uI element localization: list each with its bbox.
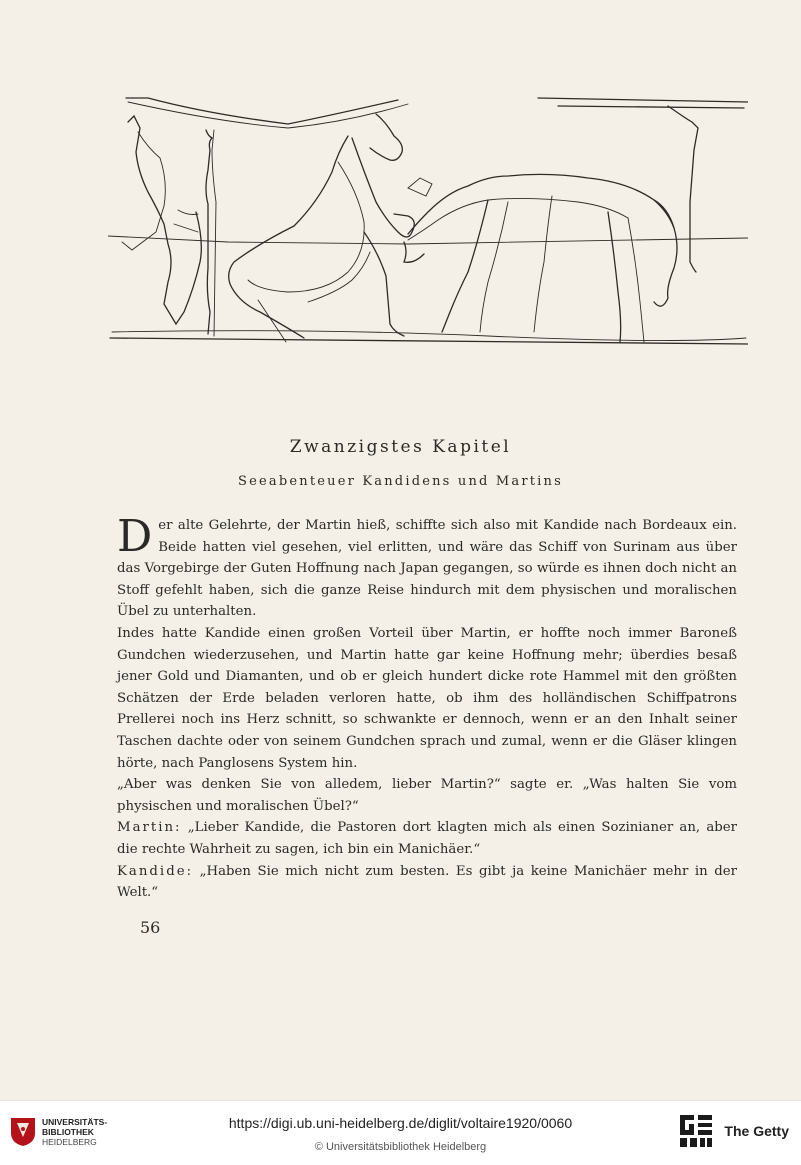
ink-illustration [108,92,748,392]
dialogue-text: „Lieber Kandide, die Pastoren dort klagten mich als einen Sozinianer an, aber die rechte Wahrheit zu sagen, ich bin ein Manichäer.“ [117,820,737,857]
paragraph: Indes hatte Kandide einen großen Vorteil über Martin, er hoffte noch immer Baroneß Gundchen wiederzusehen, und Martin hatte gar keine Hoffnung mehr; überdies besaß jener Gold und Diamanten, und ob er gleich hundert dicke rote Hammel mit den größten Schätzen der Erde beladen verloren hatte, ob ihm des holländischen Schiffpatrons Prellerei noch ins Herz schnitt, so schwankte er dennoch, wenn er an den Inhalt seiner Taschen dachte oder von seinem Gundchen sprach und zumal, wenn er die Gläser klingen hörte, nach Panglosens System hin. [117,625,737,771]
library-name-line: BIBLIOTHEK [42,1127,94,1137]
chapter-subtitle: Seeabenteuer Kandidens und Martins [238,474,563,489]
getty-mark-icon [678,1113,714,1149]
page-number: 56 [140,918,161,937]
dialogue-text: „Haben Sie mich nicht zum besten. Es gibt ja keine Manichäer mehr in der Welt.“ [117,863,737,901]
chapter-text [117,511,737,904]
source-url-link[interactable]: https://digi.ub.uni-heidelberg.de/diglit/voltaire1920/0060 [228,1115,573,1131]
getty-name: The Getty [724,1123,789,1139]
dialogue-line [117,861,737,904]
drop-cap: D [117,511,153,562]
dialogue-line [117,817,737,860]
footer-bar [0,1100,801,1165]
library-name-line: HEIDELBERG [42,1137,97,1147]
library-name-line: UNIVERSITÄTS- [42,1117,108,1127]
paragraph [117,511,737,623]
speaker-name: Martin: [117,820,182,836]
speaker-name: Kandide: [117,863,194,879]
copyright-text: © Universitätsbibliothek Heidelberg [314,1141,487,1153]
chapter-title: Zwanzigstes Kapitel [289,437,512,457]
getty-logo[interactable] [678,1113,789,1149]
paragraph: „Aber was denken Sie von alledem, lieber Martin?“ sagte er. „Was halten Sie vom physischen und moralischen Übel?“ [117,777,737,814]
paragraph-text: er alte Gelehrte, der Martin hieß, schiffte sich also mit Kandide nach Bordeaux ein. Beide hatten viel gesehen, viel erlitten, und wäre das Schiff von Surinam aus über das Vorgebirge der Guten Hoffnung nach Japan gegangen, so würde es ihnen doch nicht an Stoff gefehlt haben, sich die ganze Reise hindurch mit dem physischen und moralischen Übel zu unterhalten. [117,518,737,620]
